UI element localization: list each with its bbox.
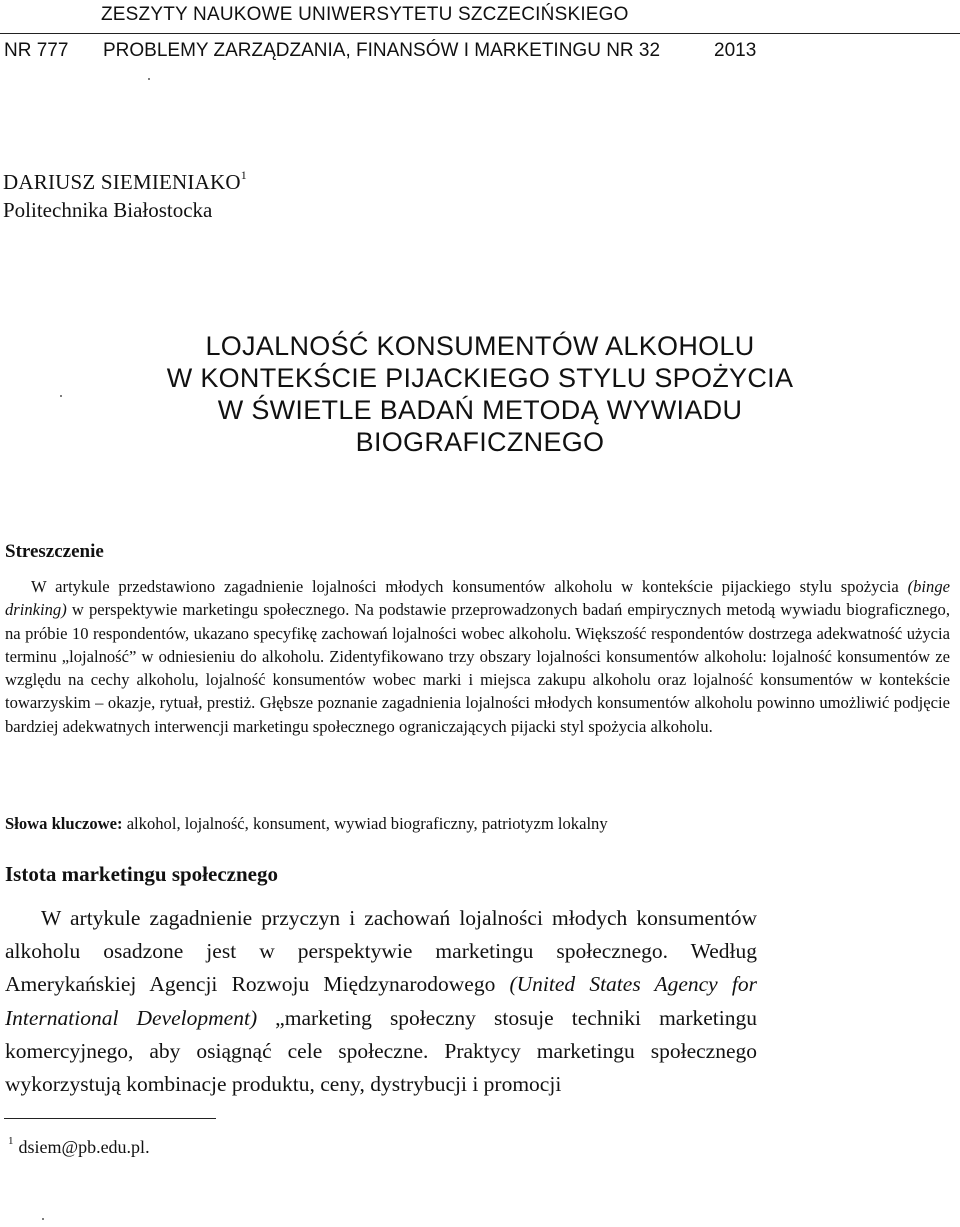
header-divider bbox=[0, 33, 960, 34]
abstract-part: w perspektywie marketingu społecznego. Na podstawie przeprowadzonych badań empirycznych metodą wywiadu biograficznego, na próbie 10 respondentów, ukazano specyfikę zachowań lojalności wobec alkoholu. Większość respondentów dostrzega adekwatność użycia terminu „lojalność” w odniesieniu do alkoholu. Zidentyfikowano trzy obszary lojalności konsumentów alkoholu: lojalność konsumentów ze względu na cechy alkoholu, lojalność konsumentów wobec marki i miejsca zakupu alkoholu oraz lojalność konsumentów w kontekście towarzyskim – okazje, rytuał, prestiż. Głębsze poznanie zagadnienia lojalności młodych konsumentów alkoholu powinno umożliwić podjęcie bardziej adekwatnych interwencji marketingu społecznego ograniczających pijacki styl spożycia alkoholu. bbox=[5, 600, 950, 736]
title-line: BIOGRAFICZNEGO bbox=[355, 427, 605, 457]
body-italic: (United States Agency for International Development) bbox=[5, 972, 757, 1030]
author-name-text: DARIUSZ SIEMIENIAKO bbox=[3, 170, 241, 194]
scan-speck bbox=[148, 78, 150, 80]
abstract-part: W artykule przedstawiono zagadnienie lojalności młodych konsumentów alkoholu w kontekście pijackiego stylu spożycia bbox=[31, 577, 908, 596]
section-body bbox=[5, 902, 757, 1101]
title-line: W KONTEKŚCIE PIJACKIEGO STYLU SPOŻYCIA bbox=[166, 363, 794, 393]
footnote-text: dsiem@pb.edu.pl. bbox=[18, 1137, 150, 1157]
scan-speck bbox=[60, 395, 62, 397]
abstract-paragraph bbox=[5, 575, 950, 738]
keywords-text: alkohol, lojalność, konsument, wywiad biograficzny, patriotyzm lokalny bbox=[122, 814, 608, 833]
issue-year: 2013 bbox=[714, 40, 757, 61]
body-paragraph bbox=[5, 902, 757, 1101]
abstract-italic: (binge drinking) bbox=[5, 577, 950, 620]
section-heading: Istota marketingu społecznego bbox=[5, 862, 278, 886]
abstract-text bbox=[5, 575, 950, 738]
footnote-divider bbox=[4, 1118, 216, 1119]
author-footnote-mark: 1 bbox=[240, 168, 247, 182]
title-line: LOJALNOŚĆ KONSUMENTÓW ALKOHOLU bbox=[205, 331, 755, 361]
scan-speck bbox=[42, 1218, 44, 1220]
author-name bbox=[3, 170, 247, 195]
footnote-mark: 1 bbox=[8, 1135, 14, 1147]
author-affiliation: Politechnika Białostocka bbox=[3, 198, 213, 222]
body-part: W artykule zagadnienie przyczyn i zachowań lojalności młodych konsumentów alkoholu osadzone jest w perspektywie marketingu społecznego. Według Amerykańskiej Agencji Rozwoju Międzynarodowego bbox=[5, 906, 757, 997]
footnote bbox=[8, 1137, 150, 1158]
body-part: „marketing społeczny stosuje techniki marketingu komercyjnego, aby osiągnąć cele społeczne. Praktycy marketingu społecznego wykorzystują kombinacje produktu, ceny, dystrybucji i promocji bbox=[5, 1005, 757, 1097]
keywords bbox=[5, 814, 950, 834]
article-title bbox=[0, 330, 960, 458]
title-line: W ŚWIETLE BADAŃ METODĄ WYWIADU bbox=[217, 395, 743, 425]
journal-name: ZESZYTY NAUKOWE UNIWERSYTETU SZCZECIŃSKIEGO bbox=[101, 4, 629, 25]
issue-number: NR 777 bbox=[4, 40, 69, 61]
abstract-heading: Streszczenie bbox=[5, 541, 104, 562]
keywords-label: Słowa kluczowe: bbox=[5, 814, 123, 833]
series-title: PROBLEMY ZARZĄDZANIA, FINANSÓW I MARKETINGU NR 32 bbox=[103, 40, 661, 61]
